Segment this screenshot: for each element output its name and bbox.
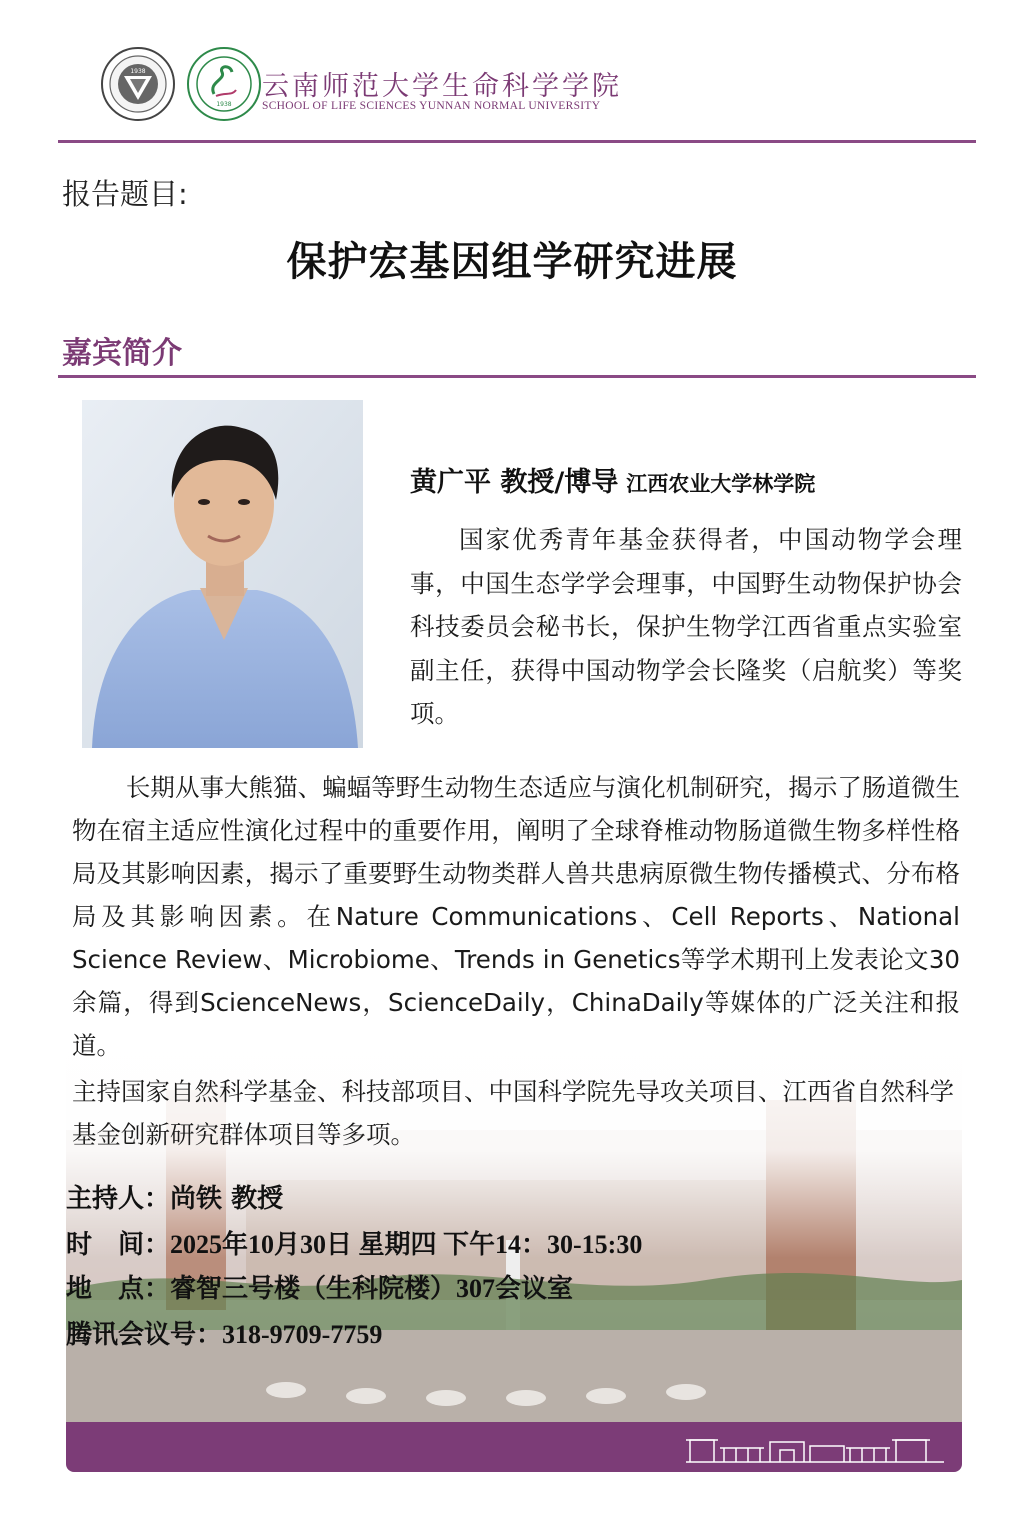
school-name-en: SCHOOL OF LIFE SCIENCES YUNNAN NORMAL UNIVERSITY	[262, 100, 601, 112]
bio-projects: 主持国家自然科学基金、科技部项目、中国科学院先导攻关项目、江西省自然科学基金创新研究群体项目等多项。	[72, 1077, 954, 1149]
bio-intro: 国家优秀青年基金获得者，中国动物学会理事，中国生态学学会理事，中国野生动物保护协会科技委员会秘书长，保护生物学江西省重点实验室副主任，获得中国动物学会长隆奖（启航奖）等奖项。	[410, 525, 962, 728]
time-line	[66, 1224, 642, 1261]
speaker-title: 黄广平 教授/博导	[410, 467, 619, 498]
campus-gate-icon	[684, 1432, 946, 1464]
meeting-label: 腾讯会议号：	[66, 1320, 223, 1350]
meeting-id: 318-9709-7759	[222, 1320, 383, 1349]
place-label: 地 点：	[66, 1274, 171, 1304]
divider	[58, 140, 976, 143]
college-emblem-icon	[186, 46, 262, 122]
topic-title: 保护宏基因组学研究进展	[286, 239, 738, 285]
footer-bar	[66, 1422, 962, 1472]
section-title: 嘉宾简介	[62, 336, 182, 371]
divider	[58, 375, 976, 378]
svg-text:1938: 1938	[130, 68, 146, 75]
place-value: 睿智三号楼（生科院楼）307会议室	[170, 1274, 574, 1303]
university-emblem-icon	[100, 46, 176, 122]
speaker-photo	[82, 400, 363, 748]
host-label: 主持人：	[66, 1184, 171, 1214]
host-line	[66, 1178, 283, 1215]
time-value: 2025年10月30日 星期四 下午14：30-15:30	[170, 1230, 643, 1259]
bio-research: 长期从事大熊猫、蝙蝠等野生动物生态适应与演化机制研究，揭示了肠道微生物在宿主适应性演化过程中的重要作用，阐明了全球脊椎动物肠道微生物多样性格局及其影响因素，揭示了重要野生动物类群人兽共患病原微生物传播模式、分布格局及其影响因素。在Nature Communications、Cell Reports、National Science Review、Microbiome、Trends in Genetics等学术期刊上发表论文30余篇，得到ScienceNews，ScienceDaily，ChinaDaily等媒体的广泛关注和报道。	[72, 773, 960, 1060]
time-label: 时 间：	[66, 1230, 171, 1260]
speaker-name	[410, 460, 815, 499]
speaker-org: 江西农业大学林学院	[626, 472, 816, 496]
svg-text:1938: 1938	[216, 101, 232, 108]
host-value: 尚铁 教授	[170, 1184, 284, 1214]
place-line	[66, 1268, 573, 1305]
topic-label: 报告题目:	[62, 177, 188, 211]
meeting-line	[66, 1314, 382, 1351]
school-name-cn: 云南师范大学生命科学学院	[262, 71, 622, 102]
